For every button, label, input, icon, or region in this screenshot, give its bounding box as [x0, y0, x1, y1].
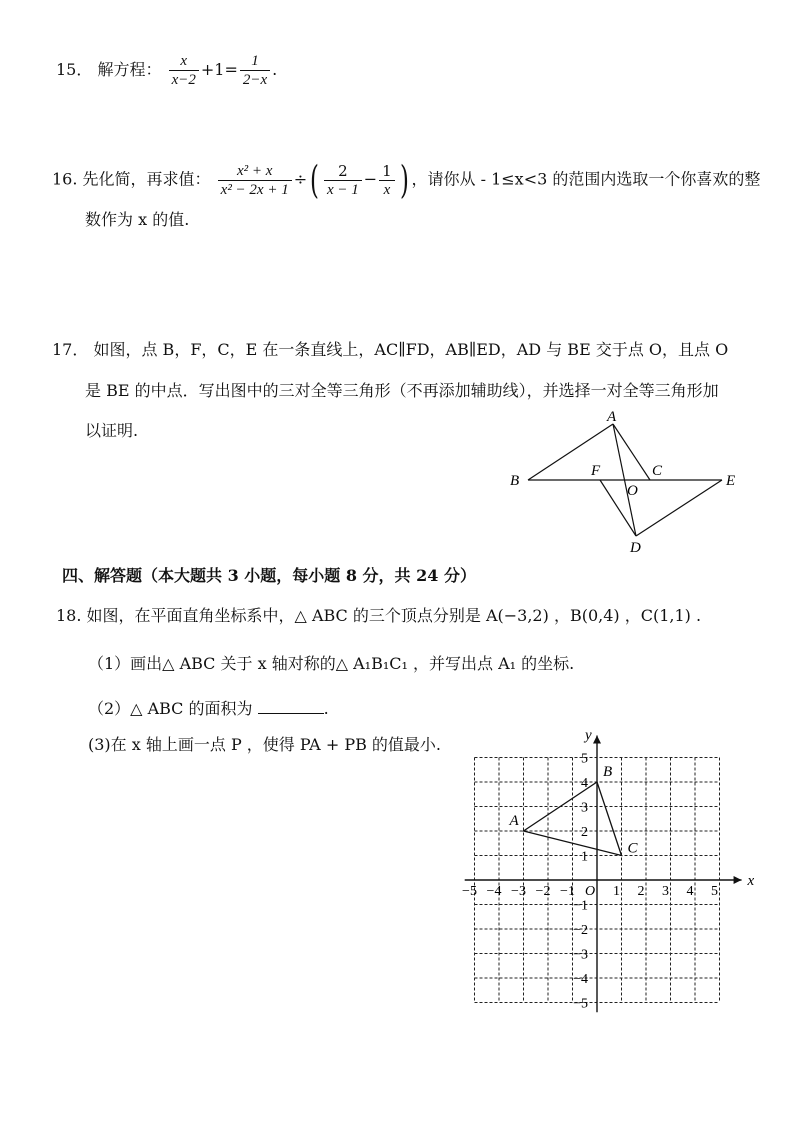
point-label-A: A: [509, 813, 519, 829]
q16-fraction-3: [379, 162, 395, 199]
point-label-C: C: [627, 840, 638, 857]
x-tick-label: −3: [511, 884, 526, 899]
q15-end: .: [272, 60, 278, 79]
label-B: B: [510, 473, 520, 489]
origin-label: O: [585, 884, 596, 899]
point-label-B: B: [603, 764, 613, 780]
q16-divide-sign: ÷: [293, 169, 308, 189]
q17-line-3: 以证明.: [85, 421, 139, 440]
q17-line-2: 是 BE 的中点．写出图中的三对全等三角形（不再添加辅助线），并选择一对全等三角形加: [85, 381, 719, 400]
x-tick-label: 1: [613, 884, 620, 899]
q18-stem: 如图，在平面直角坐标系中，△ ABC 的三个顶点分别是 A(−3,2) ，B(0,4) ，C(1,1) .: [86, 606, 702, 625]
y-tick-label: −1: [573, 898, 588, 914]
segment-ED: [636, 480, 722, 536]
y-tick-label: −4: [573, 972, 588, 987]
x-tick-label: −4: [486, 884, 502, 899]
q16-tail: ，请你从 - 1≤x<3 的范围内选取一个你喜欢的整: [411, 169, 761, 189]
q15-fraction-1-numerator: x: [169, 52, 199, 71]
q16-line-1: [52, 160, 760, 200]
tick-labels: [462, 752, 718, 1012]
q17-text-1: 如图，点 B，F，C，E 在一条直线上，AC∥FD，AB∥ED，AD 与 BE 交于点 O，且点 O: [93, 340, 729, 359]
label-O: O: [627, 483, 638, 499]
q16-number: 16.: [52, 169, 78, 189]
answer-blank[interactable]: [258, 699, 324, 714]
q16-left-paren: (: [310, 158, 319, 202]
q18-part-2: [88, 699, 329, 719]
q16-fraction-3-numerator: 1: [379, 162, 395, 181]
y-axis-arrow-icon: [593, 735, 601, 743]
x-axis-arrow-icon: [734, 876, 742, 884]
label-D: D: [630, 540, 641, 556]
y-tick-label: 3: [581, 800, 588, 816]
q16-fraction-1-numerator: x² + x: [218, 162, 292, 181]
q16-fraction-1-denominator: x² − 2x + 1: [220, 181, 289, 198]
q15-plus-one: +1=: [200, 60, 238, 79]
q15-fraction-2-denominator: 2−x: [242, 72, 268, 88]
y-tick-label: −5: [573, 996, 588, 1012]
q16-fraction-2-numerator: 2: [324, 162, 362, 181]
q15-fraction-2: [240, 52, 270, 89]
label-A: A: [607, 409, 617, 425]
y-axis-label: y: [585, 727, 592, 744]
q18-part-1: （1）画出△ ABC 关于 x 轴对称的△ A₁B₁C₁ ，并写出点 A₁ 的坐标.: [88, 654, 575, 673]
q17-number: 17．: [52, 340, 89, 359]
q17-geometry-figure: [500, 408, 750, 558]
q18-part-2-text: （2）△ ABC 的面积为: [88, 699, 253, 718]
y-tick-label: −3: [573, 947, 588, 963]
y-tick-label: −2: [573, 923, 588, 938]
triangle-ABC: [509, 764, 639, 857]
q15-stem: 解方程：: [97, 60, 162, 79]
q16-fraction-2: [324, 162, 362, 199]
q16-fraction-3-denominator: x: [383, 181, 391, 198]
y-tick-label: 4: [581, 776, 588, 791]
label-C: C: [652, 463, 663, 479]
x-tick-label: 5: [711, 884, 718, 899]
q17-line-1: [52, 340, 728, 360]
q16-fraction-2-denominator: x − 1: [326, 181, 359, 198]
q16-line-2: 数作为 x 的值.: [85, 210, 190, 229]
q15-fraction-2-numerator: 1: [240, 52, 270, 71]
q16-minus-sign: −: [363, 169, 378, 189]
q15-fraction-1: [169, 52, 199, 89]
x-tick-label: −1: [560, 884, 575, 899]
q18-part-2-end: .: [323, 699, 329, 718]
segment-AB: [528, 424, 613, 480]
q15-fraction-1-denominator: x−2: [171, 72, 196, 88]
q18-line-1: [56, 606, 701, 626]
x-tick-label: 4: [686, 884, 694, 899]
q16-stem: 先化简，再求值：: [82, 169, 211, 189]
label-F: F: [591, 463, 601, 479]
q15-number: 15．: [56, 60, 93, 79]
x-tick-label: 2: [637, 884, 645, 899]
x-tick-label: −5: [462, 884, 477, 899]
y-tick-label: 5: [581, 751, 588, 767]
x-tick-label: 3: [662, 884, 669, 899]
coordinate-grid: [450, 725, 760, 1015]
y-tick-label: 1: [581, 849, 588, 865]
label-E: E: [726, 473, 736, 489]
q16-right-paren: ): [399, 158, 409, 202]
q18-part-3: (3)在 x 轴上画一点 P ，使得 PA + PB 的值最小.: [88, 735, 442, 754]
q18-number: 18.: [56, 606, 82, 625]
q16-fraction-1: [218, 162, 292, 199]
y-tick-label: 2: [581, 825, 588, 840]
q15-line: [56, 52, 277, 89]
x-tick-label: −2: [535, 884, 551, 899]
section-4-title: 四、解答题（本大题共 3 小题，每小题 8 分，共 24 分）: [62, 566, 476, 585]
x-axis-label: x: [747, 873, 755, 889]
